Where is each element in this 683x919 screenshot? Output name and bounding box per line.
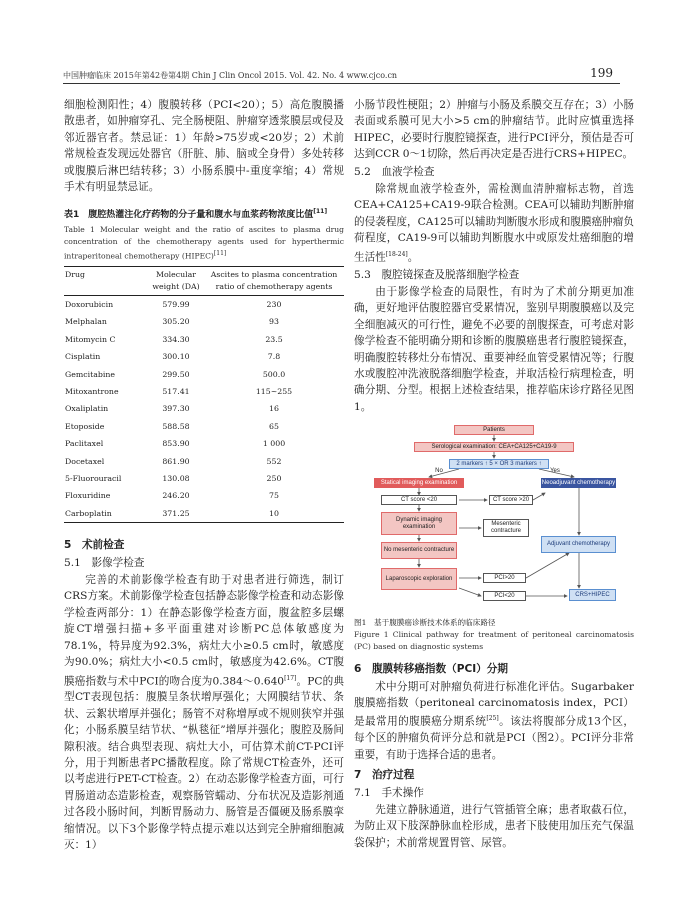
molecular-weight-cell: 300.10	[162, 352, 190, 362]
subsection-heading: 7.1 手术操作	[354, 786, 424, 799]
box-pci-gt20: PCI>20	[483, 573, 526, 583]
table-row	[64, 400, 344, 417]
box-crs-hipec: CRS+HIPEC	[569, 589, 616, 601]
ratio-cell: 10	[269, 508, 279, 518]
ratio-cell: 75	[269, 491, 279, 501]
subsection-heading: 5.3 腹腔镜探查及脱落细胞学检查	[354, 268, 520, 281]
drug-name-cell: Melphalan	[65, 317, 107, 327]
molecular-weight-cell: 588.58	[162, 421, 190, 431]
ratio-cell: 65	[269, 421, 279, 431]
ratio-cell: 230	[266, 299, 282, 309]
box-patients: Patients	[454, 425, 534, 435]
subsection-heading: 5.2 血液学检查	[354, 165, 435, 178]
ratio-cell: 1 000	[262, 439, 286, 449]
box-mesenteric: Mesenteric contracture	[483, 519, 529, 537]
label-yes: Yes	[550, 467, 560, 474]
box-ct-gt20: CT score >20	[489, 495, 533, 505]
box-no-mesenteric: No mesenteric contracture	[381, 542, 457, 559]
citation: [25]	[486, 715, 499, 723]
citation: [11]	[213, 250, 227, 258]
box-dynamic-imaging: Dynamic imaging examination	[381, 512, 457, 535]
citation: [18-24]	[385, 250, 408, 258]
table-row	[64, 470, 344, 487]
molecular-weight-cell: 853.90	[162, 439, 190, 449]
ratio-cell: 500.0	[262, 369, 286, 379]
paragraph: 除常规血液学检查外，需检测血清肿瘤标志物，首选CEA+CA125+CA19-9联合检测。CEA可以辅助判断肿瘤的侵袭程度，CA125可以辅助判断腹水形成和腹膜癌肿瘤负荷程度，CA19-9可以辅助判断腹水中或原发灶癌细胞的增生活性[18-24]。	[354, 183, 634, 264]
table-header: Ascites to plasma concentration ratio of chemotherapy agents	[210, 269, 338, 291]
ratio-cell: 16	[269, 404, 279, 414]
molecular-weight-cell: 397.30	[162, 404, 190, 414]
box-neoadjuvant: Neoadjuvant chemotherapy	[541, 478, 616, 488]
table-row	[64, 453, 344, 470]
section-heading: 6 腹膜转移癌指数（PCI）分期	[354, 663, 508, 676]
left-column	[64, 97, 344, 854]
drug-name-cell: Paclitaxel	[65, 439, 104, 449]
table-caption-en: Table 1 Molecular weight and the ratio of ascites to plasma drug concentration of the chemotherapy agents used for hyperthermic intraperitoneal chemotherapy (HIPEC)[11]	[64, 225, 344, 261]
ratio-cell: 7.8	[267, 352, 281, 362]
table-row	[64, 313, 344, 330]
right-column	[354, 97, 634, 851]
paragraph: 小肠节段性梗阻；2）肿瘤与小肠及系膜交互存在；3）小肠表面或系膜可见大小>5 cm的肿瘤结节。此时应慎重选择HIPEC，必要时行腹腔镜探查，进行PCI评分，预估是否可达到CCR 0～1切除，然后再决定是否进行CRS+HIPEC。	[354, 99, 634, 161]
ratio-cell: 250	[266, 474, 282, 484]
table-row	[64, 295, 344, 313]
ratio-cell: 23.5	[265, 334, 283, 344]
drug-name-cell: Docetaxel	[65, 456, 105, 466]
table-header: Drug	[65, 269, 85, 279]
drug-name-cell: Doxorubicin	[65, 299, 114, 309]
drug-table	[64, 266, 344, 523]
box-markers: 2 markers ↑ 5 × OR 3 markers ↑	[449, 459, 549, 469]
paragraph: 先建立静脉通道，进行气管插管全麻；患者取截石位，为防止双下肢深静脉血栓形成，患者下肢使用加压充气保温袋保护；术前常规置胃管、尿管。	[354, 804, 634, 849]
molecular-weight-cell: 579.99	[162, 299, 190, 309]
drug-name-cell: Mitomycin C	[65, 334, 116, 344]
molecular-weight-cell: 334.30	[162, 334, 190, 344]
header-rule	[63, 83, 620, 84]
drug-name-cell: Oxaliplatin	[65, 404, 109, 414]
label-no: No	[435, 467, 443, 474]
box-pci-lt20: PCI<20	[483, 591, 526, 601]
citation: [17]	[284, 674, 297, 682]
box-adjuvant: Adjuvant chemotherapy	[541, 536, 616, 553]
molecular-weight-cell: 246.20	[162, 491, 190, 501]
drug-name-cell: Cisplatin	[65, 352, 101, 362]
table-row	[64, 348, 344, 365]
table-row	[64, 331, 344, 348]
box-static-imaging: Statical imaging examination	[374, 478, 464, 488]
table-caption-cn: 表1 腹腔热灌注化疗药物的分子量和腹水与血浆药物浓度比值[11]	[64, 208, 328, 221]
table-row	[64, 418, 344, 435]
section-heading: 5 术前检查	[64, 539, 125, 552]
box-ct-lt20: CT score <20	[381, 495, 457, 505]
drug-name-cell: Etoposide	[65, 421, 105, 431]
drug-name-cell: Mitoxantrone	[65, 387, 119, 396]
molecular-weight-cell: 517.41	[162, 387, 190, 396]
molecular-weight-cell: 305.20	[162, 317, 190, 327]
table-row	[64, 366, 344, 383]
table-row	[64, 505, 344, 523]
drug-name-cell: Gemcitabine	[65, 369, 115, 379]
paragraph: 完善的术前影像学检查有助于对患者进行筛选，制订CRS方案。术前影像学检查包括静态影像学检查和动态影像学检查两部分：1）在静态影像学检查方面，腹盆腔多层螺旋CT增强扫描+多平面重建对诊断PC总体敏感度为78.1%，特异度为92.3%，病灶大小≥0.5 cm时，敏感度为90.0%；病灶大小<0.5 cm时，敏感度为42.6%。CT腹膜癌指数与术中PCI的吻合度为0.384～0.640[17]。PC的典型CT表现包括：腹膜呈条状增厚强化；大网膜结节状、条状、云絮状增厚并强化；肠管不对称增厚或不规则狭窄并强化；小肠系膜呈结节状、“枞毯征”增厚并强化；腹腔及肠间隙积液。结合典型表现、病灶大小，可估算术前CT-PCI评分，用于判断患者PC播散程度。除了常规CT检查外，还可以考虑进行PET-CT检查。2）在动态影像学检查方面，可行胃肠道动态造影检查，观察肠管蠕动、分布状况及造影剂通过各段小肠时间，判断胃肠动力、肠管是否僵硬及肠系膜挛缩情况。以下3个影像学特点提示难以达到完全肿瘤细胞减灭：1）	[64, 574, 345, 852]
drug-name-cell: Carboplatin	[65, 508, 112, 518]
paragraph: 术中分期可对肿瘤负荷进行标准化评估。Sugarbaker腹膜癌指数（peritoneal carcinomatosis index，PCI）是最常用的腹膜癌分期系统[25]。该法将腹部分成13个区，每个区的肿瘤负荷评分总和就是PCI（图2）。PCI评分非常重要，有助于选择合适的患者。	[354, 680, 634, 761]
clinical-pathway-figure	[369, 423, 619, 613]
figure-caption-cn: 图1 基于腹膜癌诊断技术体系的临床路径	[354, 618, 496, 628]
table-row	[64, 487, 344, 504]
molecular-weight-cell: 130.08	[162, 474, 190, 484]
table-header: Molecular weight (DA)	[152, 269, 200, 291]
molecular-weight-cell: 371.25	[162, 508, 190, 518]
section-heading: 7 治疗过程	[354, 769, 415, 782]
ratio-cell: 552	[266, 456, 282, 466]
ratio-cell: 115~255	[255, 387, 293, 396]
molecular-weight-cell: 299.50	[162, 369, 190, 379]
box-serology: Serological examination: CEA+CA125+CA19-9	[414, 442, 574, 452]
page-number: 199	[590, 66, 613, 80]
paragraph: 由于影像学检查的局限性，有时为了术前分期更加准确，更好地评估腹腔器官受累情况，鉴别早期腹膜癌以及完全细胞减灭的可行性，避免不必要的剖腹探查，可考虑对影像学检查不能明确分期和诊断的腹膜癌患者行腹腔镜探查，明确腹腔转移灶分布情况、重要神经血管受累情况等；行腹水或腹腔冲洗液脱落细胞学检查，并取活检行病理检查，明确分期、分型。根据上述检查结果，推荐临床诊疗路径见图1。	[354, 286, 634, 413]
drug-name-cell: 5-Fluorouracil	[65, 474, 122, 484]
citation: [11]	[313, 208, 328, 216]
paragraph: 细胞检测阳性；4）腹膜转移（PCI<20）；5）高危腹膜播散患者，如肿瘤穿孔、完全肠梗阻、肿瘤穿透浆膜层或侵及邻近器官者。禁忌证：1）年龄>75岁或<20岁；2）术前常规检查发现远处器官（肝脏、肺、脑或全身骨）多处转移或腹膜后淋巴结转移；3）小肠系膜中-重度挛缩；4）常规手术有明显禁忌证。	[64, 99, 344, 194]
table-row	[64, 383, 344, 400]
figure-caption-en: Figure 1 Clinical pathway for treatment of peritoneal carcinomatosis (PC) based on diagnostic systems	[354, 630, 634, 652]
table-row	[64, 435, 344, 452]
ratio-cell: 93	[269, 317, 279, 327]
running-head: 中国肿瘤临床 2015年第42卷第4期 Chin J Clin Oncol 2015. Vol. 42. No. 4 www.cjco.cn	[63, 71, 398, 80]
drug-name-cell: Floxuridine	[65, 491, 111, 501]
box-laparoscopic: Laparoscopic exploration	[381, 568, 457, 590]
subsection-heading: 5.1 影像学检查	[64, 556, 145, 569]
molecular-weight-cell: 861.90	[162, 456, 190, 466]
table-header-row	[64, 266, 344, 295]
